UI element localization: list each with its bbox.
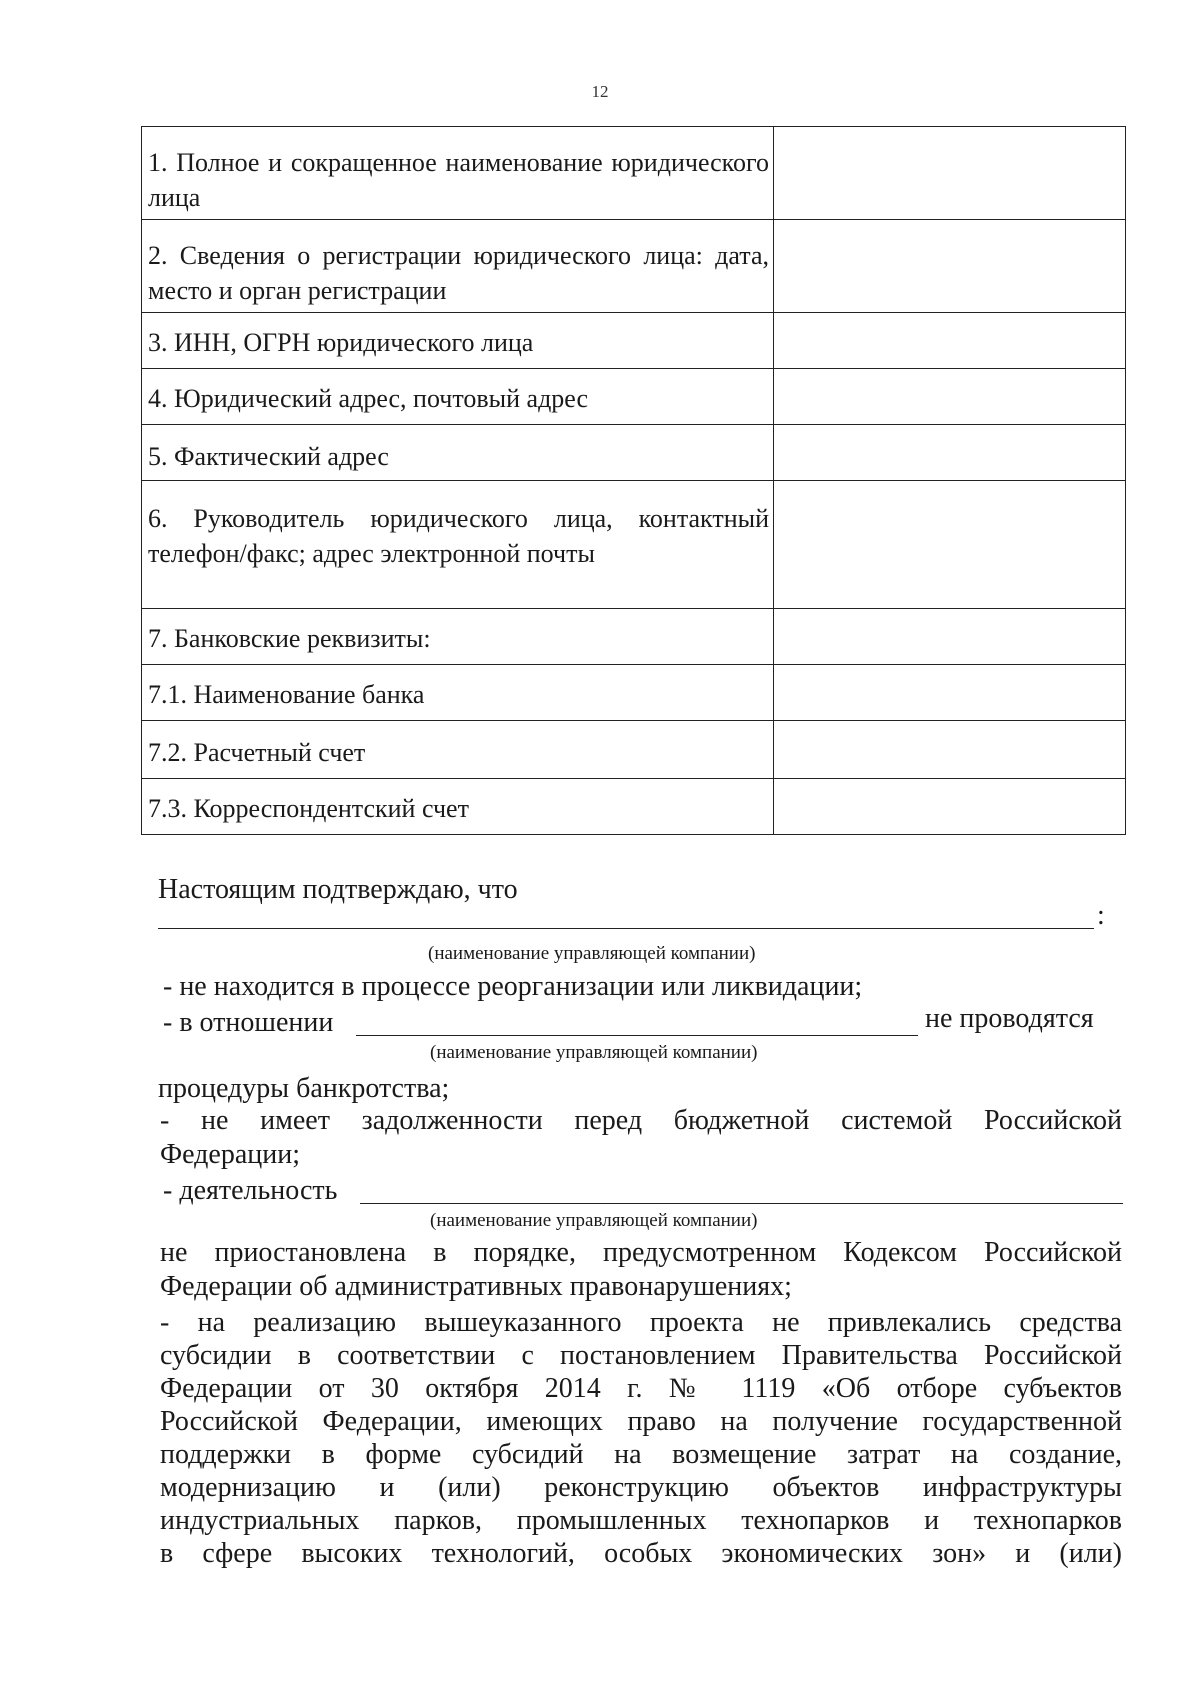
- colon: :: [1097, 900, 1105, 931]
- company-name-caption: (наименование управляющей компании): [430, 1210, 758, 1231]
- text-line: субсидии в соответствии с постановлением Правительства Российской: [160, 1340, 1122, 1371]
- table-row: [142, 369, 1126, 425]
- row-value-field[interactable]: [774, 127, 1126, 220]
- table-row: [142, 609, 1126, 665]
- confirm-item-bankruptcy-end: не проводятся: [925, 1003, 1094, 1034]
- row-label: 1. Полное и сокращенное наименование юридического лица: [142, 127, 774, 220]
- table-row: [142, 425, 1126, 481]
- row-label: 5. Фактический адрес: [142, 425, 774, 481]
- confirm-item-activity-line-1: не приостановлена в порядке, предусмотренном Кодексом Российской: [160, 1237, 1122, 1268]
- confirm-item-bankruptcy-cont: процедуры банкротства;: [158, 1073, 450, 1104]
- confirm-item-debt-line-2: Федерации;: [160, 1139, 301, 1170]
- row-value-field[interactable]: [774, 779, 1126, 835]
- confirm-item-subsidy: [160, 1306, 1122, 1570]
- legal-entity-form-table: [141, 126, 1126, 835]
- row-label: 7. Банковские реквизиты:: [142, 609, 774, 665]
- row-value-field[interactable]: [774, 721, 1126, 779]
- confirm-item-debt-line-1: - не имеет задолженности перед бюджетной системой Российской: [160, 1105, 1122, 1136]
- confirm-intro: Настоящим подтверждаю, что: [158, 874, 518, 905]
- row-value-field[interactable]: [774, 220, 1126, 313]
- text-line: - на реализацию вышеуказанного проекта не привлекались средства: [160, 1307, 1122, 1338]
- confirm-item-bankruptcy-start: - в отношении: [163, 1007, 334, 1038]
- text-line: в сфере высоких технологий, особых экономических зон» и (или): [160, 1538, 1122, 1569]
- page-number: 12: [591, 82, 609, 101]
- row-label: 7.1. Наименование банка: [142, 665, 774, 721]
- text-line: индустриальных парков, промышленных технопарков и технопарков: [160, 1505, 1122, 1536]
- row-label: 7.2. Расчетный счет: [142, 721, 774, 779]
- company-name-caption: (наименование управляющей компании): [430, 1042, 758, 1063]
- row-label: 2. Сведения о регистрации юридического лица: дата, место и орган регистрации: [142, 220, 774, 313]
- row-value-field[interactable]: [774, 313, 1126, 369]
- company-name-caption: (наименование управляющей компании): [428, 943, 756, 964]
- table-row: [142, 127, 1126, 220]
- table-row: [142, 313, 1126, 369]
- row-value-field[interactable]: [774, 481, 1126, 609]
- company-name-line-1[interactable]: [158, 928, 1094, 929]
- confirm-item-reorganization: - не находится в процессе реорганизации или ликвидации;: [163, 971, 863, 1002]
- text-line: Федерации от 30 октября 2014 г. № 1119 «Об отборе субъектов: [160, 1373, 1122, 1404]
- company-name-line-3[interactable]: [360, 1203, 1123, 1204]
- text-line: Российской Федерации, имеющих право на получение государственной: [160, 1406, 1122, 1437]
- confirm-item-activity-line-2: Федерации об административных правонарушениях;: [160, 1271, 792, 1302]
- company-name-line-2[interactable]: [356, 1035, 918, 1036]
- row-value-field[interactable]: [774, 665, 1126, 721]
- row-value-field[interactable]: [774, 609, 1126, 665]
- table-row: [142, 665, 1126, 721]
- table-row: [142, 721, 1126, 779]
- row-label: 6. Руководитель юридического лица, контактный телефон/факс; адрес электронной почты: [142, 481, 774, 609]
- text-line: поддержки в форме субсидий на возмещение затрат на создание,: [160, 1439, 1122, 1470]
- row-label: 7.3. Корреспондентский счет: [142, 779, 774, 835]
- table-row: [142, 779, 1126, 835]
- row-label: 3. ИНН, ОГРН юридического лица: [142, 313, 774, 369]
- row-label: 4. Юридический адрес, почтовый адрес: [142, 369, 774, 425]
- row-value-field[interactable]: [774, 369, 1126, 425]
- confirm-item-activity-start: - деятельность: [163, 1175, 338, 1206]
- table-row: [142, 220, 1126, 313]
- row-value-field[interactable]: [774, 425, 1126, 481]
- text-line: модернизацию и (или) реконструкцию объектов инфраструктуры: [160, 1472, 1122, 1503]
- table-row: [142, 481, 1126, 609]
